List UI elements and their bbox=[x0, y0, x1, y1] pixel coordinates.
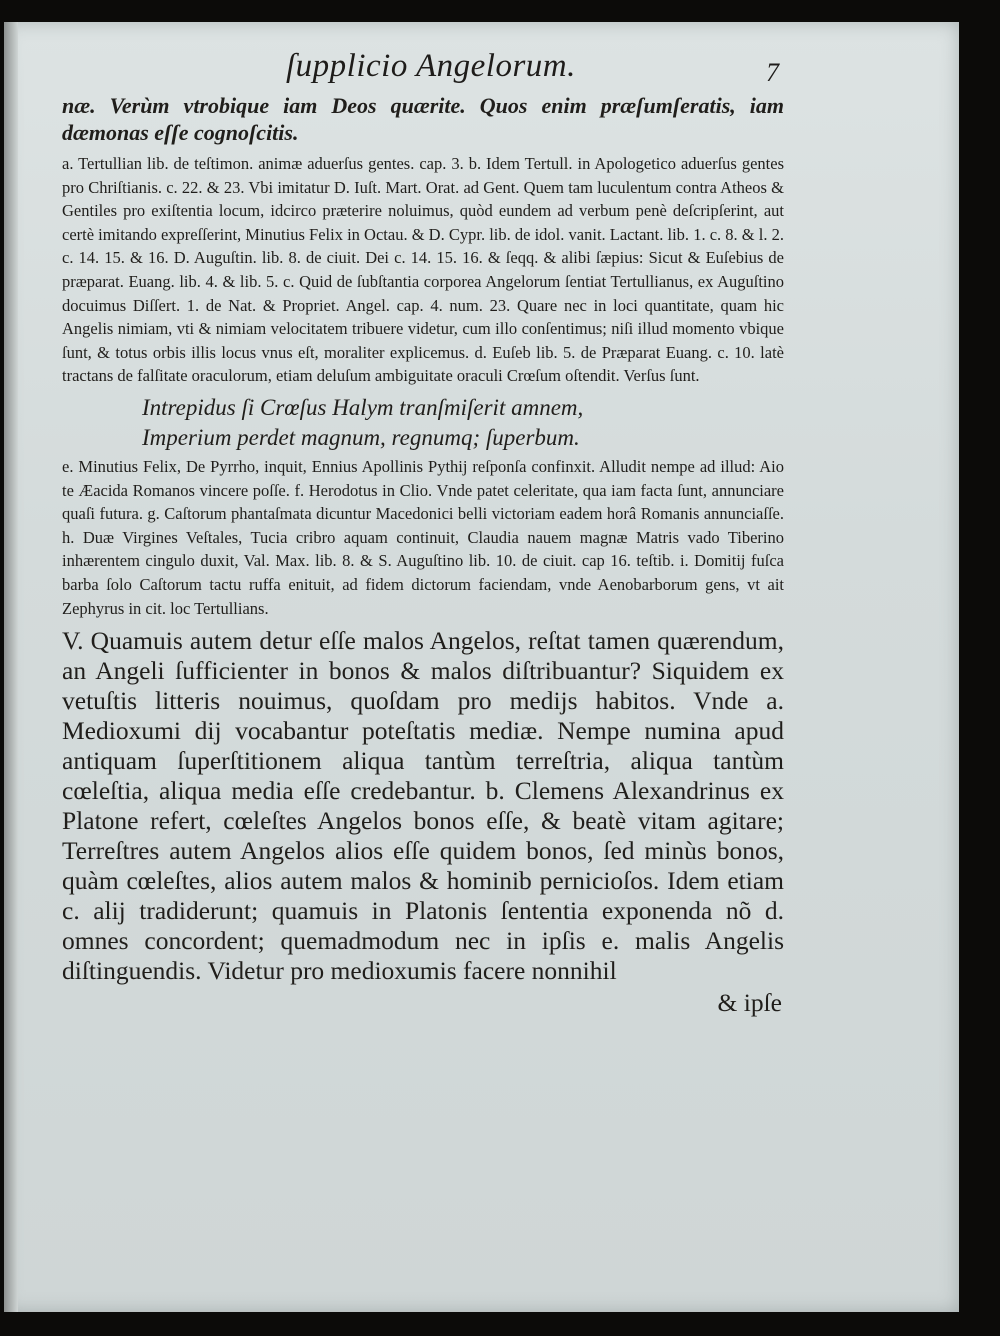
page-gutter-shadow bbox=[4, 22, 18, 1312]
text-block bbox=[62, 92, 784, 1018]
book-page bbox=[4, 22, 959, 1312]
verse-line-2: Imperium perdet magnum, regnumq; ſuperbum. bbox=[142, 424, 580, 450]
marginal-notes-a-d: a. Tertullian lib. de teſtimon. animæ aduerſus gentes. cap. 3. b. Idem Tertull. in Apologetico aduerſus gentes pro Chriſtianis. c. 22. & 23. Vbi imitatur D. Iuſt. Mart. Orat. ad Gent. Quem tam luculentum contra Atheos & Gentiles pro exiſtentia locum, idcirco præterire noluimus, quòd eundem ad verbum penè deſcripſerint, aut certè imitando expreſſerint, Minutius Felix in Octau. & D. Cypr. lib. de idol. vanit. Lactant. lib. 1. c. 8. & l. 2. c. 14. 15. & 16. D. Auguſtin. lib. 8. de ciuit. Dei c. 14. 15. 16. & ſeqq. & alibi ſæpius: Sicut & Euſebius de præparat. Euang. lib. 4. & lib. 5. c. Quid de ſubſtantia corporea Angelorum ſentiat Tertullianus, ex Auguſtino docuimus Diſſert. 1. de Nat. & Propriet. Angel. cap. 4. num. 23. Quare nec in loci quantitate, quam hic Angelis nimiam, vti & nimiam velocitatem tribuere videtur, cum illo conſentimus; niſi illud momento vbique ſunt, & totus orbis illis locus vnus eſt, moraliter explicemus. d. Euſeb lib. 5. de Præparat Euang. c. 10. latè tractans de falſitate oraculorum, etiam deluſum ambiguitate oraculi Crœſum oſtendit. Verſus ſunt. bbox=[62, 154, 784, 386]
marginal-notes-e-i: e. Minutius Felix, De Pyrrho, inquit, Ennius Apollinis Pythij reſponſa confinxit. Alludit nempe ad illud: Aio te Æacida Romanos vincere poſſe. f. Herodotus in Clio. Vnde patet celeritate, qua iam facta ſunt, annunciare quaſi futura. g. Caſtorum phantaſmata dicuntur Macedonici belli victoriam eadem horâ Romanis annunciaſſe. h. Duæ Virgines Veſtales, Tucia cribro aquam continuit, Claudia nauem magnæ Matris vado Tiberino inhærentem cingulo duxit, Val. Max. lib. 8. & S. Auguſtino lib. 10. de ciuit. cap 16. teſtib. i. Domitij fuſca barba ſolo Caſtorum tactu ruffa enituit, ad fidem dictorum faciendam, vnde Aenobarborum gens, vt ait Zephyrus in cit. loc Tertullians. bbox=[62, 456, 784, 618]
catchword: & ipſe bbox=[717, 988, 782, 1018]
page-number: 7 bbox=[766, 58, 779, 87]
continuation-text: næ. Verùm vtrobique iam Deos quærite. Quos enim præſumſeratis, iam dæmonas eſſe cognoſcitis. bbox=[62, 93, 784, 145]
running-head: ſupplicio Angelorum. bbox=[286, 48, 576, 84]
main-paragraph-v: V. Quamuis autem detur eſſe malos Angelos, reſtat tamen quærendum, an Angeli ſufficienter in bonos & malos diſtribuantur? Siquidem ex vetuſtis litteris nouimus, quoſdam pro medijs habitos. Vnde a. Medioxumi dij vocabantur poteſtatis mediæ. Nempe numina apud antiquam ſuperſtitionem aliqua tantùm terreſtria, aliqua tantùm cœleſtia, aliqua media eſſe credebantur. b. Clemens Alexandrinus ex Platone refert, cœleſtes Angelos bonos eſſe, & beatè vitam agitare; Terreſtres autem Angelos alios eſſe quidem bonos, ſed minùs bonos, quàm cœleſtes, alios autem malos & hominib pernicioſos. Idem etiam c. alij tradiderunt; quamuis in Platonis ſententia exponenda nõ d. omnes concordent; quemadmodum nec in ipſis e. malis Angelis diſtinguendis. Videtur pro medioxumis facere nonnihil bbox=[62, 626, 784, 986]
verse-line-1: Intrepidus ſi Crœſus Halym tranſmiſerit amnem, bbox=[142, 394, 584, 420]
